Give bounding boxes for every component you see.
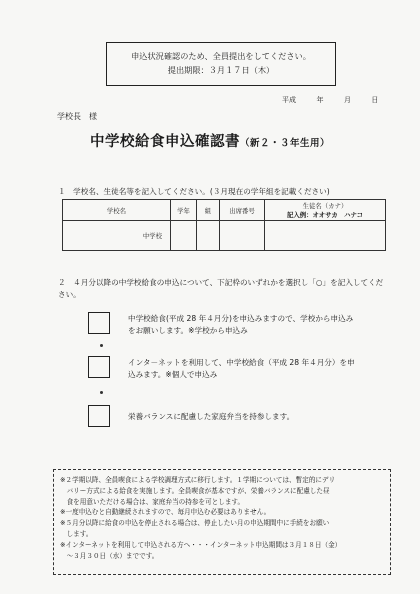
option1-checkbox[interactable]: [88, 312, 110, 334]
header-grade: 学年: [171, 200, 197, 221]
footer-notes-box: [53, 469, 391, 575]
school-suffix: 中学校: [142, 232, 162, 240]
student-name-label: 生徒名（カナ）: [302, 202, 348, 210]
bullet-dot: [100, 344, 103, 347]
section2-instruction: ２ ４月分以降の中学校給食の申込について、下記枠のいずれかを選択し「○」を記入してください。: [58, 278, 384, 299]
note1-line3: 食を用意いただける場合は、家庭弁当の持参を可とします。: [60, 497, 245, 506]
date-year: 年: [316, 96, 324, 104]
note3-line2: します。: [60, 529, 93, 538]
title-sub: （新２・３年生用）: [239, 138, 330, 149]
option1-line1: 中学校給食(平成 28 年４月分)を申込みますので、学校から申込み: [128, 314, 354, 323]
section1-instruction: １ 学校名、生徒名等を記入してください。(３月現在の学年組を記載ください): [58, 187, 330, 196]
date-month: 月: [343, 96, 351, 104]
note1-line1: ※２学期以降、全員喫食による学校調理方式に移行します。１学期については、暫定的にデリ: [60, 476, 336, 484]
note4-line2: ～３月３０日（水）までです。: [60, 551, 159, 560]
bullet-dot: [100, 391, 103, 394]
student-info-table: [62, 199, 386, 251]
date-line: [282, 95, 378, 105]
option3-text: 栄養バランスに配慮した家庭弁当を持参します。: [128, 412, 295, 421]
title-main: 中学校給食申込確認書: [89, 134, 240, 150]
header-school: 学校名: [63, 200, 171, 221]
notice-line-1: 申込状況確認のため、全員提出をしてください。: [131, 51, 311, 61]
note1-line2: バリー方式による給食を実施します。全員喫食が基本ですが、栄養バランスに配慮した昼: [60, 486, 330, 495]
date-day: 日: [371, 96, 379, 104]
option2-line2: 込みます。※個人で申込み: [128, 370, 218, 379]
grade-field[interactable]: [171, 221, 197, 251]
date-era: 平成: [282, 96, 296, 104]
addressee: 学校長 様: [57, 112, 97, 121]
header-class: 組: [197, 200, 220, 221]
note4-line1: ※インターネットを利用して申込される方へ・・・インターネット申込期間は３月１８日（金）: [60, 540, 342, 549]
note3-line1: ※５月分以降に給食の申込を停止される場合は、停止したい月の申込期間中に手続をお願い: [60, 519, 330, 528]
student-name-example: 記入例：オオサカ ハナコ: [286, 211, 364, 219]
school-name-field[interactable]: [63, 221, 171, 251]
note2: ※一度申込むと自動継続されますので、毎月申込む必要はありません。: [60, 508, 271, 517]
document-title: [0, 130, 420, 151]
option3-checkbox[interactable]: [88, 405, 110, 427]
student-name-field[interactable]: [265, 221, 386, 251]
option2-text: [128, 357, 355, 381]
submission-notice-box: [106, 42, 336, 86]
header-number: 出席番号: [220, 200, 265, 221]
option1-text: [128, 313, 353, 337]
option2-checkbox[interactable]: [88, 356, 110, 378]
number-field[interactable]: [220, 221, 265, 251]
option2-line1: インタ－ネットを利用して、中学校給食（平成 28 年４月分）を申: [128, 358, 355, 367]
option1-line2: をお願いします。※学校から申込み: [128, 326, 248, 335]
header-student-name: [265, 200, 386, 221]
class-field[interactable]: [197, 221, 220, 251]
notice-deadline: 提出期限：３月１７日（木）: [167, 65, 275, 75]
